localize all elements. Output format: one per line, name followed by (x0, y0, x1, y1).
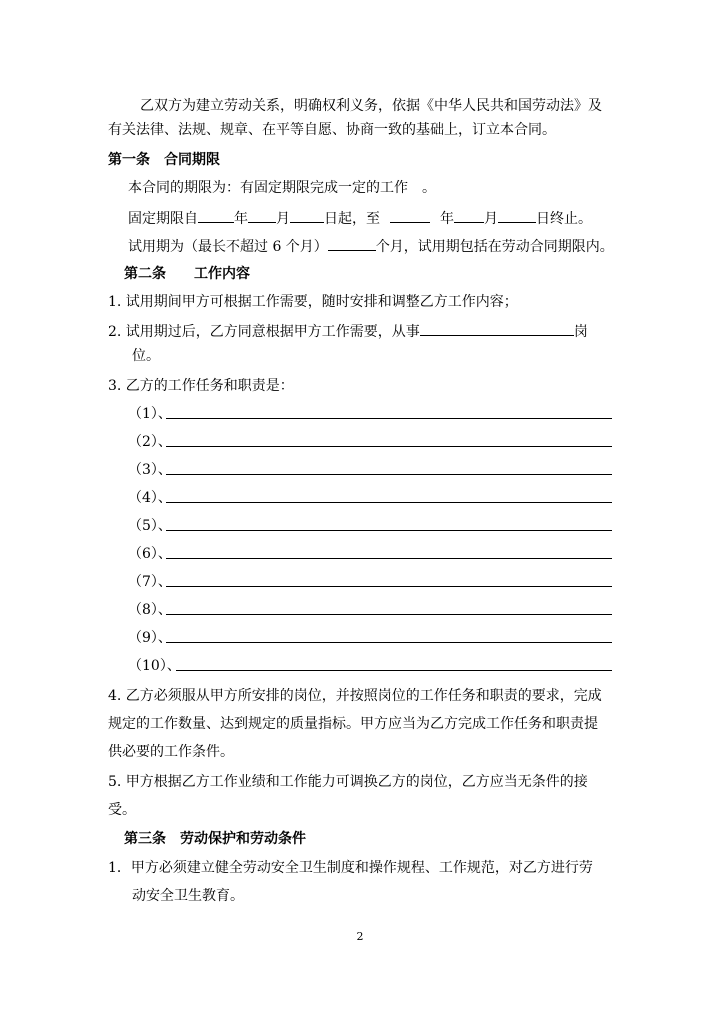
end-year-label: 年 (440, 211, 454, 227)
article-2-item-5-line-1: 5. 甲方根据乙方工作业绩和工作能力可调换乙方的岗位，乙方应当无条件的接 (108, 774, 588, 790)
article-3-title: 第三条 劳动保护和劳动条件 (124, 831, 306, 847)
duty-label-3: （3）、 (128, 462, 172, 478)
start-month-blank[interactable] (248, 207, 276, 223)
end-day-label: 日终止。 (536, 211, 592, 227)
duty-label-5: （5）、 (128, 518, 172, 534)
intro-line-2: 有关法律、法规、规章、在平等自愿、协商一致的基础上，订立本合同。 (108, 122, 556, 138)
item-2-text: 2. 试用期过后，乙方同意根据甲方工作需要，从事 (108, 324, 420, 340)
duty-blank-10[interactable] (176, 670, 612, 671)
article-3-item-1-line-2: 动安全卫生教育。 (132, 888, 244, 904)
start-year-blank[interactable] (198, 207, 234, 223)
duty-blank-8[interactable] (166, 614, 612, 615)
duty-label-7: （7）、 (128, 574, 172, 590)
duty-blank-1[interactable] (166, 418, 612, 419)
duty-label-2: （2）、 (128, 434, 172, 450)
end-year-blank[interactable] (390, 207, 430, 223)
fixed-term-label: 固定期限自 (128, 211, 198, 227)
start-year-label: 年 (234, 211, 248, 227)
duty-blank-5[interactable] (166, 530, 612, 531)
duty-blank-6[interactable] (166, 558, 612, 559)
intro-line-1: 乙双方为建立劳动关系，明确权利义务，依据《中华人民共和国劳动法》及 (140, 98, 602, 114)
page-number: 2 (356, 930, 364, 943)
end-month-label: 月 (484, 211, 498, 227)
duty-blank-9[interactable] (166, 642, 612, 643)
article-2-item-4-line-1: 4. 乙方必须服从甲方所安排的岗位，并按照岗位的工作任务和职责的要求，完成 (108, 688, 602, 704)
end-month-blank[interactable] (454, 207, 484, 223)
duty-label-10: （10）、 (128, 658, 181, 674)
article-3-item-1-line-1: 1．甲方必须建立健全劳动安全卫生制度和操作规程、工作规范，对乙方进行劳 (108, 860, 593, 876)
article-2-item-4-line-2: 规定的工作数量、达到规定的质量指标。甲方应当为乙方完成工作任务和职责提 (108, 716, 598, 732)
article-2-title: 第二条 工作内容 (124, 266, 250, 282)
duty-label-9: （9）、 (128, 630, 172, 646)
probation-suffix: 个月，试用期包括在劳动合同期限内。 (375, 239, 614, 255)
start-day-blank[interactable] (290, 207, 324, 223)
article-2-item-3: 3. 乙方的工作任务和职责是： (108, 378, 294, 394)
duty-blank-4[interactable] (166, 502, 612, 503)
item-2-continuation: 位。 (132, 348, 160, 364)
duty-label-1: （1）、 (128, 406, 172, 422)
start-day-label: 日起，至 (324, 211, 380, 227)
duty-blank-3[interactable] (166, 474, 612, 475)
duty-label-8: （8）、 (128, 602, 172, 618)
probation-label: 试用期为（最长不超过 6 个月） (128, 239, 328, 255)
duty-blank-2[interactable] (166, 446, 612, 447)
item-2-post-label: 岗 (573, 324, 588, 340)
probation-months-blank[interactable] (328, 235, 376, 251)
article-1-title: 第一条 合同期限 (108, 152, 220, 168)
article-2-item-5-line-2: 受。 (108, 802, 136, 818)
contract-term-line: 本合同的期限为：有固定期限完成一定的工作 。 (128, 180, 436, 196)
duty-label-6: （6）、 (128, 546, 172, 562)
post-blank[interactable] (420, 320, 574, 336)
probation-line (128, 235, 614, 257)
duty-label-4: （4）、 (128, 490, 172, 506)
duty-blank-7[interactable] (166, 586, 612, 587)
start-month-label: 月 (276, 211, 290, 227)
end-day-blank[interactable] (498, 207, 536, 223)
article-2-item-4-line-3: 供必要的工作条件。 (108, 744, 234, 760)
article-2-item-1: 1. 试用期间甲方可根据工作需要，随时安排和调整乙方工作内容； (108, 294, 518, 310)
article-2-item-2 (108, 320, 588, 342)
fixed-term-line (128, 207, 592, 229)
